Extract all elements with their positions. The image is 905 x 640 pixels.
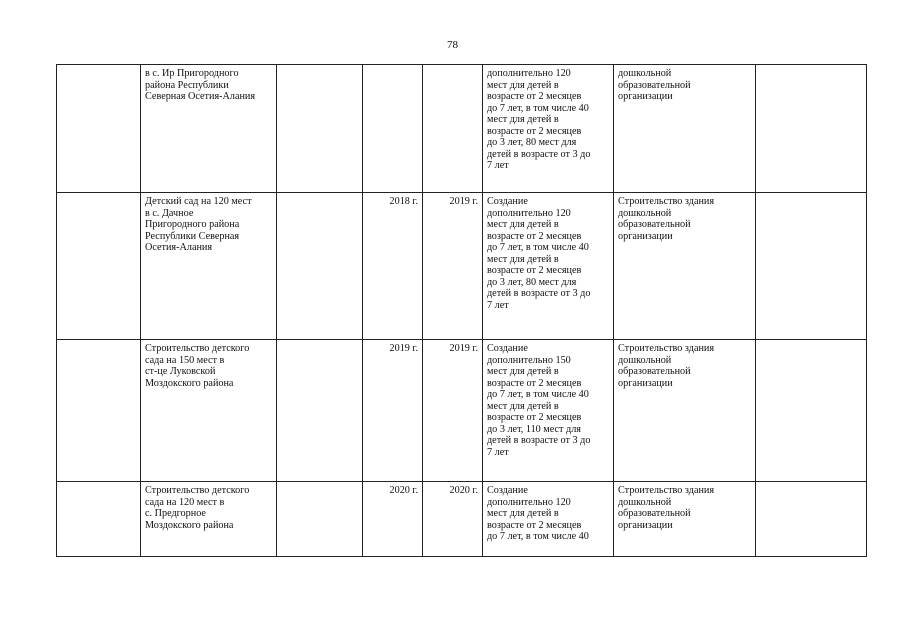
page-number: 78 [447, 39, 458, 51]
row-index-cell [57, 340, 141, 482]
activity-cell: Строительство здания дошкольной образовательной организации [614, 193, 756, 340]
table-row [57, 340, 867, 482]
end-year-cell [423, 65, 483, 193]
table-row [57, 482, 867, 557]
start-year-cell: 2018 г. [363, 193, 423, 340]
end-year-cell: 2019 г. [423, 193, 483, 340]
activity-cell: дошкольной образовательной организации [614, 65, 756, 193]
activity-cell: Строительство здания дошкольной образовательной организации [614, 340, 756, 482]
start-year-cell: 2020 г. [363, 482, 423, 557]
empty-cell [277, 193, 363, 340]
last-cell [756, 65, 867, 193]
result-cell: Создание дополнительно 120 мест для детей в возрасте от 2 месяцев до 7 лет, в том числе 40 [483, 482, 614, 557]
object-name-cell: в с. Ир Пригородного района Республики Северная Осетия-Алания [141, 65, 277, 193]
last-cell [756, 193, 867, 340]
empty-cell [277, 65, 363, 193]
object-name-cell: Строительство детского сада на 120 мест в с. Предгорное Моздокского района [141, 482, 277, 557]
activity-cell: Строительство здания дошкольной образовательной организации [614, 482, 756, 557]
last-cell [756, 482, 867, 557]
table-row [57, 65, 867, 193]
start-year-cell [363, 65, 423, 193]
end-year-cell: 2020 г. [423, 482, 483, 557]
empty-cell [277, 340, 363, 482]
object-name-cell: Строительство детского сада на 150 мест в ст-це Луковской Моздокского района [141, 340, 277, 482]
row-index-cell [57, 482, 141, 557]
row-index-cell [57, 193, 141, 340]
row-index-cell [57, 65, 141, 193]
end-year-cell: 2019 г. [423, 340, 483, 482]
start-year-cell: 2019 г. [363, 340, 423, 482]
object-name-cell: Детский сад на 120 мест в с. Дачное Пригородного района Республики Северная Осетия-Алания [141, 193, 277, 340]
empty-cell [277, 482, 363, 557]
result-cell: дополнительно 120 мест для детей в возрасте от 2 месяцев до 7 лет, в том числе 40 мест для детей в возрасте от 2 месяцев до 3 лет, 80 мест для детей в возрасте от 3 до 7 лет [483, 65, 614, 193]
last-cell [756, 340, 867, 482]
result-cell: Создание дополнительно 150 мест для детей в возрасте от 2 месяцев до 7 лет, в том числе 40 мест для детей в возрасте от 2 месяцев до 3 лет, 110 мест для детей в возрасте от 3 до 7 лет [483, 340, 614, 482]
table-row [57, 193, 867, 340]
result-cell: Создание дополнительно 120 мест для детей в возрасте от 2 месяцев до 7 лет, в том числе 40 мест для детей в возрасте от 2 месяцев до 3 лет, 80 мест для детей в возрасте от 3 до 7 лет [483, 193, 614, 340]
measures-table [56, 64, 867, 557]
